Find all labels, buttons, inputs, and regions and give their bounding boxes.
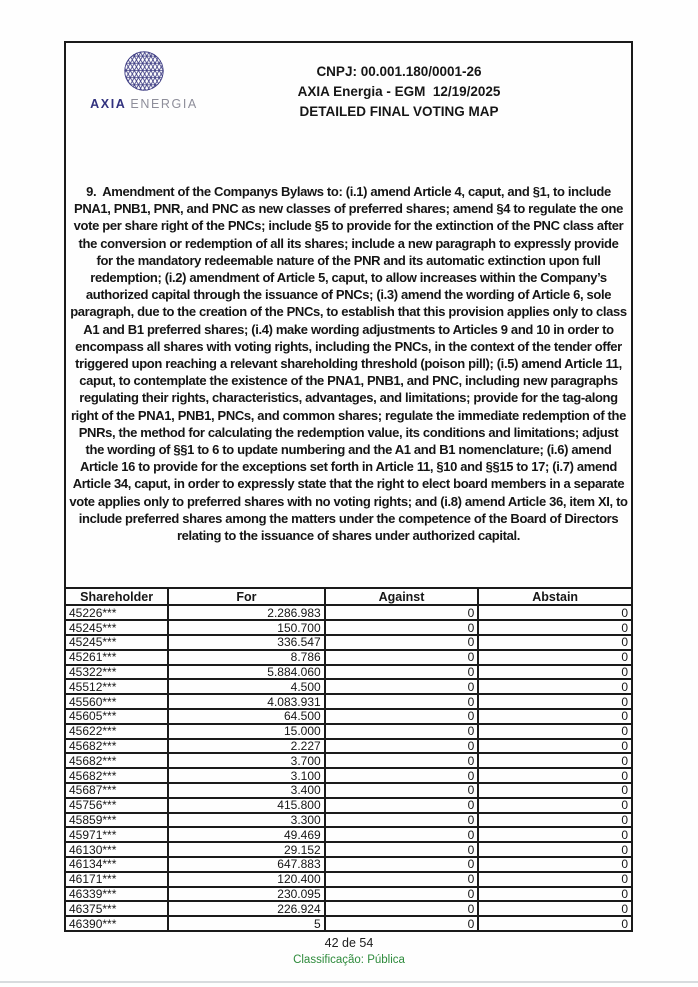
abstain-votes-cell: 0 <box>478 694 632 709</box>
shareholder-id-cell: 46130*** <box>65 842 168 857</box>
table-row <box>65 724 632 739</box>
against-votes-cell: 0 <box>325 620 479 635</box>
shareholder-id-cell: 46339*** <box>65 887 168 902</box>
shareholder-id-cell: 46375*** <box>65 901 168 916</box>
shareholder-id-cell: 45245*** <box>65 620 168 635</box>
shareholder-id-cell: 45756*** <box>65 798 168 813</box>
against-votes-cell: 0 <box>325 798 479 813</box>
for-votes-cell: 336.547 <box>168 635 324 650</box>
for-votes-cell: 226.924 <box>168 901 324 916</box>
for-votes-cell: 49.469 <box>168 827 324 842</box>
for-votes-cell: 150.700 <box>168 620 324 635</box>
abstain-votes-cell: 0 <box>478 916 632 931</box>
table-row <box>65 739 632 754</box>
table-row <box>65 620 632 635</box>
for-votes-cell: 647.883 <box>168 857 324 872</box>
table-row <box>65 872 632 887</box>
voting-table <box>64 587 633 932</box>
for-votes-cell: 3.700 <box>168 753 324 768</box>
table-row <box>65 827 632 842</box>
shareholder-id-cell: 46171*** <box>65 872 168 887</box>
for-votes-cell: 120.400 <box>168 872 324 887</box>
against-votes-cell: 0 <box>325 679 479 694</box>
abstain-votes-cell: 0 <box>478 709 632 724</box>
shareholder-id-cell: 45682*** <box>65 753 168 768</box>
abstain-votes-cell: 0 <box>478 620 632 635</box>
table-row <box>65 605 632 620</box>
against-votes-cell: 0 <box>325 709 479 724</box>
shareholder-id-cell: 45859*** <box>65 813 168 828</box>
classification-label: Classificação: Pública <box>293 954 405 966</box>
shareholder-id-cell: 45512*** <box>65 679 168 694</box>
abstain-votes-cell: 0 <box>478 724 632 739</box>
table-row <box>65 753 632 768</box>
abstain-votes-cell: 0 <box>478 887 632 902</box>
header-row <box>65 588 632 605</box>
abstain-votes-cell: 0 <box>478 753 632 768</box>
abstain-votes-cell: 0 <box>478 827 632 842</box>
shareholder-id-cell: 45560*** <box>65 694 168 709</box>
shareholder-id-cell: 45971*** <box>65 827 168 842</box>
voting-table-body <box>65 605 632 931</box>
for-votes-cell: 29.152 <box>168 842 324 857</box>
shareholder-id-cell: 45622*** <box>65 724 168 739</box>
meeting-line: AXIA Energia - EGM 12/19/2025 <box>297 84 501 99</box>
logo-brand-primary: AXIA <box>90 97 127 111</box>
abstain-votes-cell: 0 <box>478 842 632 857</box>
for-votes-cell: 2.227 <box>168 739 324 754</box>
abstain-votes-cell: 0 <box>478 901 632 916</box>
shareholder-id-cell: 46390*** <box>65 916 168 931</box>
abstain-votes-cell: 0 <box>478 739 632 754</box>
abstain-votes-cell: 0 <box>478 857 632 872</box>
table-row <box>65 783 632 798</box>
shareholder-id-cell: 45687*** <box>65 783 168 798</box>
table-row <box>65 813 632 828</box>
table-row <box>65 679 632 694</box>
document-border-box <box>64 41 633 932</box>
abstain-votes-cell: 0 <box>478 798 632 813</box>
col-header-abstain: Abstain <box>478 588 632 605</box>
for-votes-cell: 15.000 <box>168 724 324 739</box>
abstain-votes-cell: 0 <box>478 783 632 798</box>
against-votes-cell: 0 <box>325 768 479 783</box>
scan-edge-line <box>0 981 698 983</box>
cnpj-line: CNPJ: 00.001.180/0001-26 <box>316 64 482 79</box>
for-votes-cell: 4.083.931 <box>168 694 324 709</box>
shareholder-id-cell: 45261*** <box>65 650 168 665</box>
for-votes-cell: 415.800 <box>168 798 324 813</box>
voting-table-header <box>65 588 632 605</box>
page-number: 42 de 54 <box>324 936 374 950</box>
against-votes-cell: 0 <box>325 842 479 857</box>
against-votes-cell: 0 <box>325 887 479 902</box>
for-votes-cell: 5.884.060 <box>168 665 324 680</box>
doc-title-line: DETAILED FINAL VOTING MAP <box>299 104 499 119</box>
abstain-votes-cell: 0 <box>478 665 632 680</box>
shareholder-id-cell: 45226*** <box>65 605 168 620</box>
abstain-votes-cell: 0 <box>478 635 632 650</box>
abstain-votes-cell: 0 <box>478 813 632 828</box>
against-votes-cell: 0 <box>325 650 479 665</box>
table-row <box>65 665 632 680</box>
against-votes-cell: 0 <box>325 605 479 620</box>
table-row <box>65 857 632 872</box>
shareholder-id-cell: 46134*** <box>65 857 168 872</box>
against-votes-cell: 0 <box>325 753 479 768</box>
agenda-item-paragraph: 9. Amendment of the Companys Bylaws to: (i.1) amend Article 4, caput, and §1, to include PNA1, PNB1, PNR, and PNC as new classes of preferred shares; amend §4 to regulate the one vote per share right of the PNCs; include §5 to provide for the extinction of the PNC class after the conversion or redemption of all its shares; include a new paragraph to expressly provide for the mandatory redeemable nature of the PNR and its automatic extinction upon full redemption; (i.2) amendment of Article 5, caput, to allow increases within the Company’s authorized capital through the issuance of PNCs; (i.3) amend the wording of Article 6, sole paragraph, due to the creation of the PNCs, to establish that this provision applies only to class A1 and B1 preferred shares; (i.4) make wording adjustments to Articles 9 and 10 in order to encompass all shares with voting rights, including the PNCs, in the context of the tender offer triggered upon reaching a relevant shareholding threshold (poison pill); (i.5) amend Article 11, caput, to contemplate the existence of the PNA1, PNB1, and PNC, including new paragraphs regulating their rights, characteristics, advantages, and limitations; provide for the tag-along right of the PNA1, PNB1, PNCs, and common shares; regulate the immediate redemption of the PNRs, the method for calculating the redemption value, its conditions and limitations; adjust the wording of §§1 to 6 to update numbering and the A1 and B1 nomenclature; (i.6) amend Article 16 to provide for the exceptions set forth in Article 11, §10 and §§15 to 17; (i.7) amend Article 34, caput, in order to expressly state that the right to elect board members in a separate vote applies only to preferred shares with no voting rights; and (i.8) amend Article 36, item XI, to include preferred shares among the matters under the competence of the Board of Directors relating to the issuance of shares under authorized capital. <box>69 184 631 544</box>
shareholder-id-cell: 45605*** <box>65 709 168 724</box>
against-votes-cell: 0 <box>325 665 479 680</box>
against-votes-cell: 0 <box>325 739 479 754</box>
table-row <box>65 901 632 916</box>
table-row <box>65 694 632 709</box>
logo-brand-secondary: ENERGIA <box>130 97 198 111</box>
table-row <box>65 635 632 650</box>
for-votes-cell: 3.300 <box>168 813 324 828</box>
against-votes-cell: 0 <box>325 901 479 916</box>
for-votes-cell: 5 <box>168 916 324 931</box>
col-header-shareholder: Shareholder <box>65 588 168 605</box>
geodesic-sphere-icon <box>122 49 166 93</box>
for-votes-cell: 3.400 <box>168 783 324 798</box>
table-row <box>65 709 632 724</box>
against-votes-cell: 0 <box>325 813 479 828</box>
shareholder-id-cell: 45245*** <box>65 635 168 650</box>
document-title-block <box>171 62 627 122</box>
abstain-votes-cell: 0 <box>478 650 632 665</box>
shareholder-id-cell: 45322*** <box>65 665 168 680</box>
shareholder-id-cell: 45682*** <box>65 739 168 754</box>
table-row <box>65 768 632 783</box>
abstain-votes-cell: 0 <box>478 768 632 783</box>
against-votes-cell: 0 <box>325 694 479 709</box>
for-votes-cell: 3.100 <box>168 768 324 783</box>
for-votes-cell: 8.786 <box>168 650 324 665</box>
abstain-votes-cell: 0 <box>478 679 632 694</box>
col-header-against: Against <box>325 588 479 605</box>
for-votes-cell: 2.286.983 <box>168 605 324 620</box>
table-row <box>65 916 632 931</box>
for-votes-cell: 64.500 <box>168 709 324 724</box>
col-header-for: For <box>168 588 324 605</box>
for-votes-cell: 4.500 <box>168 679 324 694</box>
shareholder-id-cell: 45682*** <box>65 768 168 783</box>
table-row <box>65 842 632 857</box>
abstain-votes-cell: 0 <box>478 872 632 887</box>
against-votes-cell: 0 <box>325 827 479 842</box>
against-votes-cell: 0 <box>325 724 479 739</box>
abstain-votes-cell: 0 <box>478 605 632 620</box>
table-row <box>65 887 632 902</box>
against-votes-cell: 0 <box>325 783 479 798</box>
against-votes-cell: 0 <box>325 916 479 931</box>
against-votes-cell: 0 <box>325 635 479 650</box>
table-row <box>65 650 632 665</box>
against-votes-cell: 0 <box>325 872 479 887</box>
against-votes-cell: 0 <box>325 857 479 872</box>
table-row <box>65 798 632 813</box>
for-votes-cell: 230.095 <box>168 887 324 902</box>
